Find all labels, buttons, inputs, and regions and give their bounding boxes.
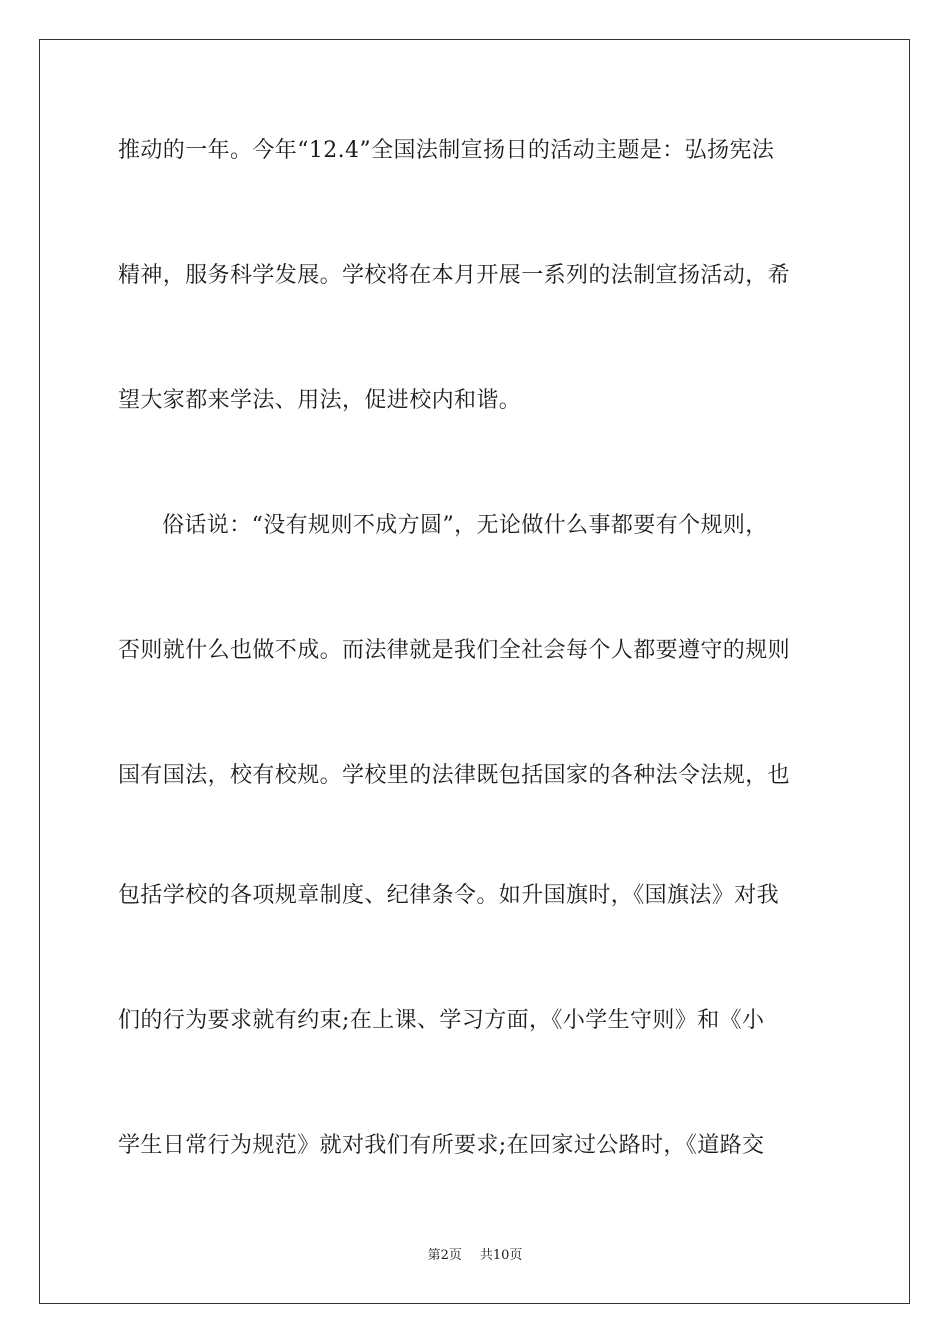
page-total: 共10页 (479, 1248, 523, 1263)
paragraph-line-4: 俗话说：“没有规则不成方圆”，无论做什么事都要有个规则， (162, 513, 768, 538)
paragraph-line-1: 推动的一年。今年“12.4”全国法制宣扬日的活动主题是：弘扬宪法 (118, 138, 775, 163)
paragraph-line-8: 们的行为要求就有约束;在上课、学习方面，《小学生守则》和《小 (118, 1008, 765, 1033)
paragraph-line-9: 学生日常行为规范》就对我们有所要求;在回家过公路时，《道路交 (118, 1133, 765, 1158)
page-footer (0, 1247, 950, 1265)
paragraph-line-6: 国有国法，校有校规。学校里的法律既包括国家的各种法令法规，也 (118, 763, 791, 788)
paragraph-line-2: 精神，服务科学发展。学校将在本月开展一系列的法制宣扬活动，希 (118, 263, 791, 288)
paragraph-line-5: 否则就什么也做不成。而法律就是我们全社会每个人都要遵守的规则 (118, 638, 791, 663)
page-border (39, 39, 910, 1304)
page-number: 第2页 (427, 1248, 462, 1263)
paragraph-line-3: 望大家都来学法、用法，促进校内和谐。 (118, 388, 522, 413)
paragraph-line-7: 包括学校的各项规章制度、纪律条令。如升国旗时，《国旗法》对我 (118, 883, 780, 908)
